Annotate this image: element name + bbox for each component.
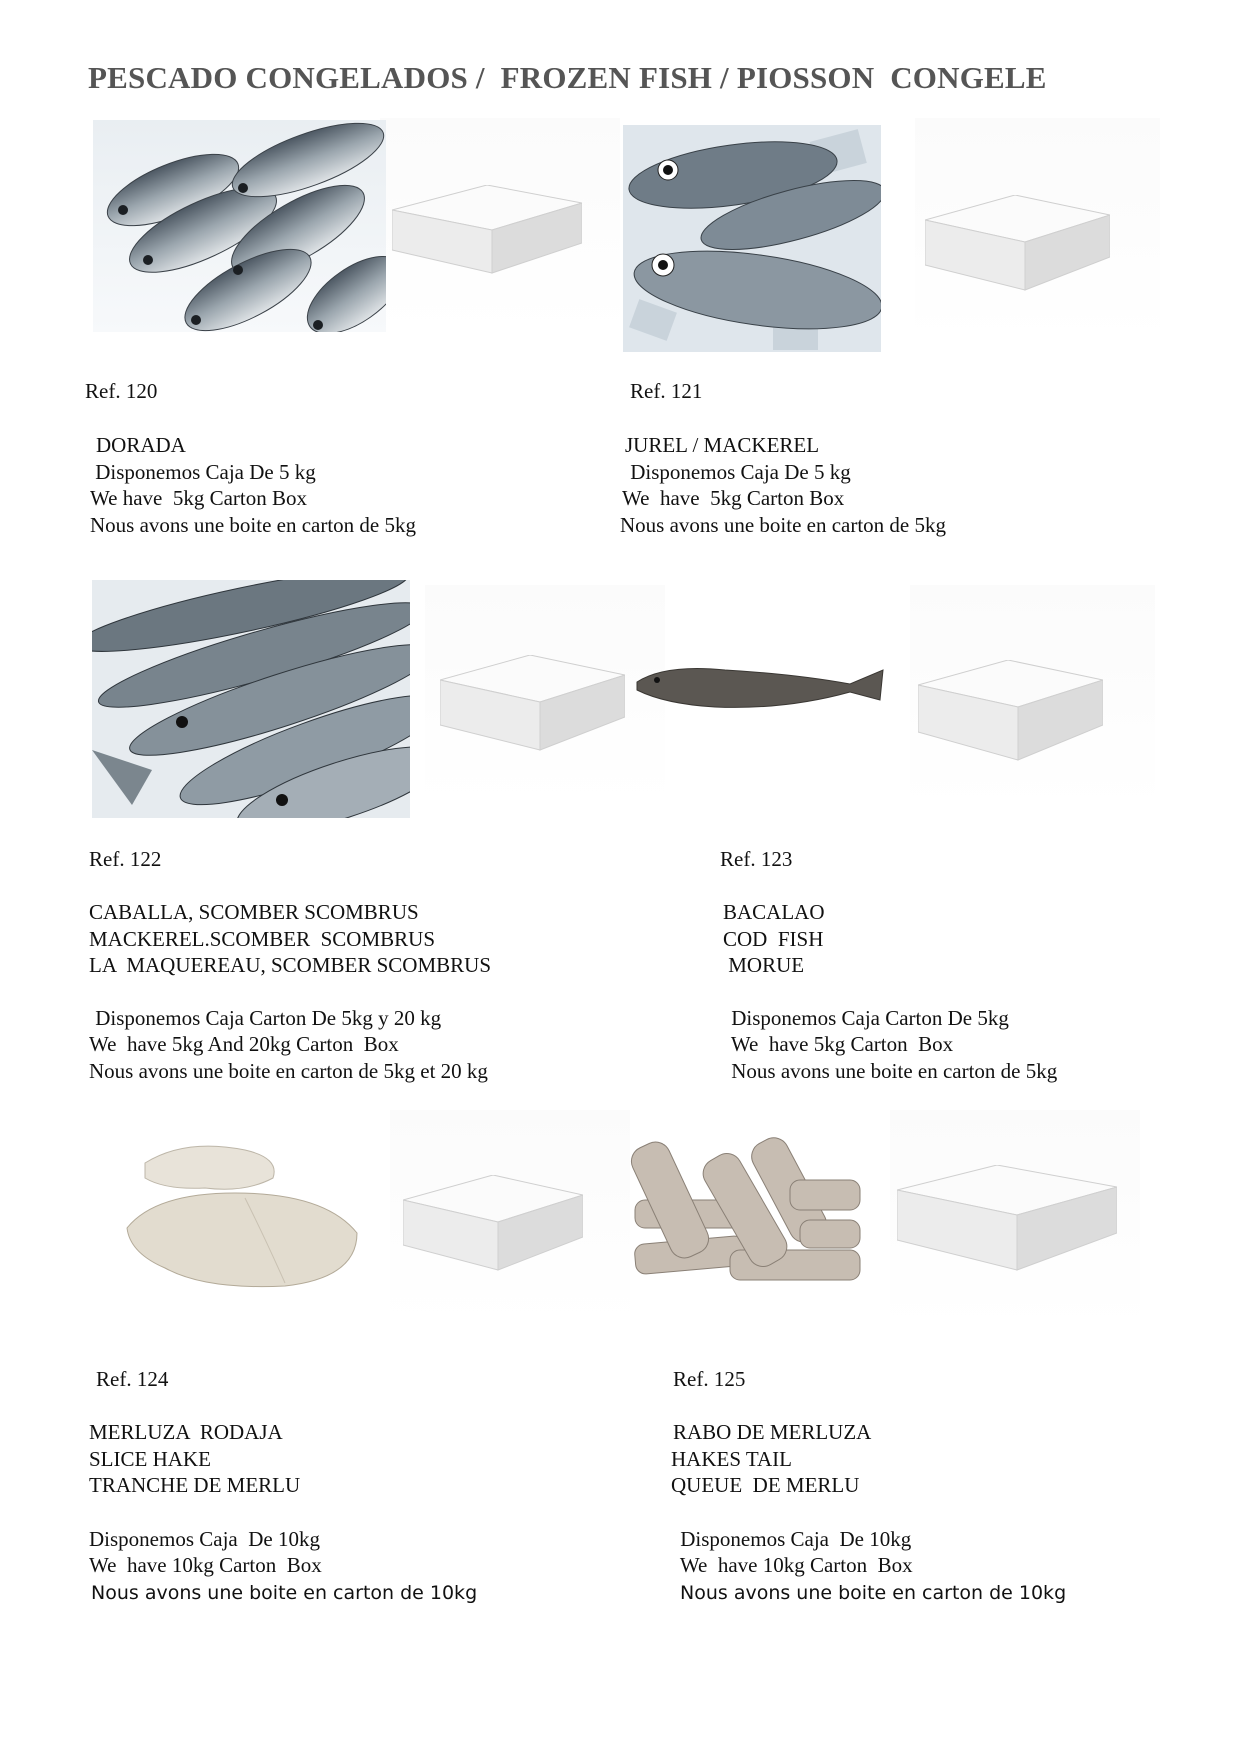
product-name: BACALAO bbox=[723, 900, 825, 924]
product-name: COD FISH bbox=[723, 927, 824, 951]
product-ref: Ref. 123 bbox=[720, 847, 793, 871]
packing-line-en: We have 5kg And 20kg Carton Box bbox=[89, 1032, 399, 1056]
caballa-fish-photo bbox=[92, 580, 410, 818]
packing-line-en: We have 10kg Carton Box bbox=[675, 1553, 913, 1577]
product-ref: Ref. 122 bbox=[89, 847, 162, 871]
carton-box-icon bbox=[440, 655, 625, 755]
packing-line-fr: Nous avons une boite en carton de 5kg bbox=[90, 513, 417, 537]
product-name: HAKES TAIL bbox=[671, 1447, 793, 1471]
product-name: MERLUZA RODAJA bbox=[89, 1420, 283, 1444]
hake-slice-photo bbox=[125, 1138, 360, 1290]
product-name: CABALLA, SCOMBER SCOMBRUS bbox=[89, 900, 419, 924]
product-ref: Ref. 125 bbox=[673, 1367, 746, 1391]
packing-line-es: Disponemos Caja De 10kg bbox=[675, 1527, 912, 1551]
packing-line-fr: Nous avons une boite en carton de 10kg bbox=[680, 1582, 1067, 1604]
product-name: RABO DE MERLUZA bbox=[673, 1420, 872, 1444]
packing-line-es: Disponemos Caja De 5 kg bbox=[90, 460, 316, 484]
packing-line-en: We have 5kg Carton Box bbox=[622, 486, 845, 510]
product-ref: Ref. 124 bbox=[96, 1367, 169, 1391]
product-name: MORUE bbox=[723, 953, 805, 977]
product-name: JUREL / MACKEREL bbox=[625, 433, 820, 457]
jurel-fish-photo bbox=[623, 125, 881, 352]
carton-box-icon bbox=[403, 1175, 583, 1275]
product-name: DORADA bbox=[96, 433, 186, 457]
packing-line-fr: Nous avons une boite en carton de 10kg bbox=[91, 1582, 478, 1604]
packing-line-fr: Nous avons une boite en carton de 5kg et 20 kg bbox=[89, 1059, 488, 1083]
dorada-fish-photo bbox=[93, 120, 386, 332]
packing-line-en: We have 10kg Carton Box bbox=[89, 1553, 322, 1577]
product-ref: Ref. 120 bbox=[85, 379, 158, 403]
packing-line-es: Disponemos Caja De 5 kg bbox=[625, 460, 851, 484]
packing-line-es: Disponemos Caja Carton De 5kg bbox=[726, 1006, 1009, 1030]
packing-line-fr: Nous avons une boite en carton de 5kg bbox=[726, 1059, 1058, 1083]
packing-line-en: We have 5kg Carton Box bbox=[90, 486, 308, 510]
product-name: QUEUE DE MERLU bbox=[671, 1473, 860, 1497]
product-name: LA MAQUEREAU, SCOMBER SCOMBRUS bbox=[89, 953, 491, 977]
product-name: MACKEREL.SCOMBER SCOMBRUS bbox=[89, 927, 435, 951]
carton-box-icon bbox=[897, 1165, 1117, 1275]
carton-box-icon bbox=[392, 185, 582, 275]
carton-box-icon bbox=[925, 195, 1110, 295]
carton-box-icon bbox=[918, 660, 1103, 765]
product-name: TRANCHE DE MERLU bbox=[89, 1473, 301, 1497]
cod-fish-photo bbox=[635, 662, 885, 717]
packing-line-fr: Nous avons une boite en carton de 5kg bbox=[620, 513, 947, 537]
hake-tail-photo bbox=[630, 1130, 868, 1295]
packing-line-es: Disponemos Caja De 10kg bbox=[89, 1527, 320, 1551]
page-title: PESCADO CONGELADOS / FROZEN FISH / PIOSSON CONGELE bbox=[88, 60, 1047, 95]
packing-line-es: Disponemos Caja Carton De 5kg y 20 kg bbox=[90, 1006, 442, 1030]
product-ref: Ref. 121 bbox=[630, 379, 703, 403]
packing-line-en: We have 5kg Carton Box bbox=[726, 1032, 954, 1056]
product-name: SLICE HAKE bbox=[89, 1447, 211, 1471]
